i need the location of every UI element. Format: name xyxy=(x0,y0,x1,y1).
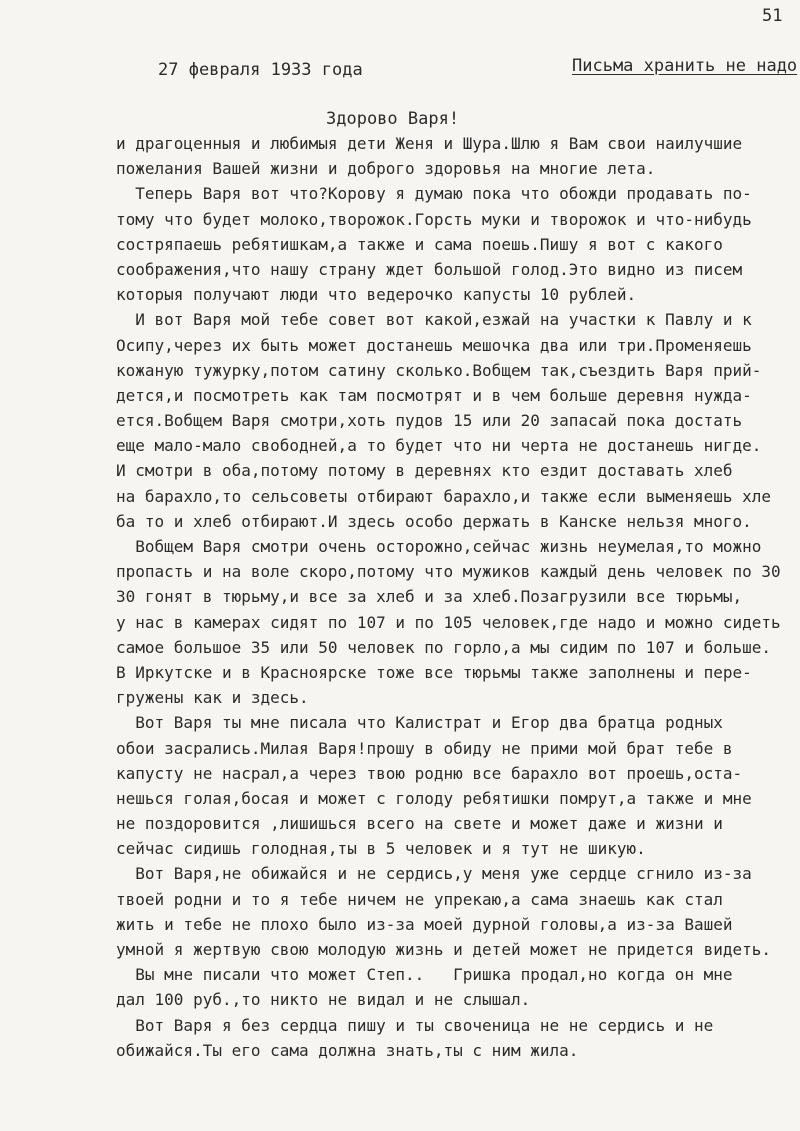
text-line: Вот Варя,не обижайся и не сердись,у меня уже сердце сгнило из-за xyxy=(116,864,752,884)
text-line: твоей родни и то я тебе ничем не упрекаю,а сама знаешь как стал xyxy=(116,889,723,909)
text-line: Вот Варя я без сердца пишу и ты своченица не не сердись и не xyxy=(116,1015,714,1035)
text-line: обои засрались.Милая Варя!прошу в обиду не прими мой брат тебе в xyxy=(116,738,733,758)
text-line: И вот Варя мой тебе совет вот какой,езжай на участки к Павлу и к xyxy=(116,310,752,330)
text-line: на барахло,то сельсоветы отбирают барахло,и также если выменяешь хле xyxy=(116,486,772,506)
text-line: Вот Варя ты мне писала что Калистрат и Егор два братца родных xyxy=(116,713,723,733)
text-line: умной я жертвую свою молодую жизнь и детей может не придется видеть. xyxy=(116,940,772,959)
text-line: В Иркутске и в Красноярске тоже все тюрьмы также заполнены и пере- xyxy=(116,662,752,682)
text-line: и драгоценныя и любимыя дети Женя и Шура.Шлю я Вам свои наилучшие xyxy=(116,134,743,153)
text-line: 30 гонят в тюрьму,и все за хлеб и за хлеб.Позагрузили все тюрьмы, xyxy=(116,587,743,607)
text-line: у нас в камерах сидят по 107 и по 105 человек,где надо и можно сидеть xyxy=(116,612,781,632)
greeting: Здорово Варя! xyxy=(326,109,460,129)
text-line: пропасть и на воле скоро,потому что мужиков каждый день человек по 30 xyxy=(116,562,781,582)
text-line: И смотри в оба,потому потому в деревнях кто ездит доставать хлеб xyxy=(116,461,733,481)
text-line: еще мало-мало свободней,а то будет что ни черта не достанешь нигде. xyxy=(116,436,762,456)
letter-body xyxy=(116,131,800,1063)
page-number: 51 xyxy=(762,6,783,26)
text-line: не поздоровится ,лишишься всего на свете и может даже и жизни и xyxy=(116,814,723,834)
text-line: гружены как и здесь. xyxy=(116,688,309,708)
text-line: обижайся.Ты его сама должна знать,ты с ним жила. xyxy=(116,1040,579,1060)
header-note: Письма хранить не надо xyxy=(572,56,798,76)
text-line: Теперь Варя вот что?Корову я думаю пока что обожди продавать по- xyxy=(116,184,752,204)
text-line: сейчас сидишь голодная,ты в 5 человек и я тут не шикую. xyxy=(116,839,646,859)
text-line: тому что будет молоко,творожок.Горсть муки и творожок и что-нибудь xyxy=(116,209,752,229)
text-line: Вы мне писали что может Степ.. Гришка продал,но когда он мне xyxy=(116,965,733,985)
letter-date: 27 февраля 1933 года xyxy=(158,60,363,80)
text-line: дал 100 руб.,то никто не видал и не слышал. xyxy=(116,990,531,1010)
text-line: Осипу,через их быть может достанешь мешочка два или три.Променяешь xyxy=(116,335,752,355)
text-line: ба то и хлеб отбирают.И здесь особо держать в Канске нельзя много. xyxy=(116,511,752,531)
text-line: Вобщем Варя смотри очень осторожно,сейчас жизнь неумелая,то можно xyxy=(116,537,762,556)
text-line: ется.Вобщем Варя смотри,хоть пудов 15 или 20 запасай пока достать xyxy=(116,411,743,431)
text-line: соображения,что нашу страну ждет большой голод.Это видно из писем xyxy=(116,259,743,279)
text-line: самое большое 35 или 50 человек по горло,а мы сидим по 107 и больше. xyxy=(116,637,772,657)
text-line: нешься голая,босая и может с голоду ребятишки помрут,а также и мне xyxy=(116,788,752,808)
text-line: дется,и посмотреть как там посмотрят и в чем больше деревня нужда- xyxy=(116,385,752,405)
text-line: жить и тебе не плохо было из-за моей дурной головы,а из-за Вашей xyxy=(116,914,733,934)
text-line: пожелания Вашей жизни и доброго здоровья на многие лета. xyxy=(116,159,656,179)
text-line: капусту не насрал,а через твою родню все барахло вот проешь,оста- xyxy=(116,763,743,783)
text-line: которыя получают люди что ведерочко капусты 10 рублей. xyxy=(116,285,637,305)
text-line: состряпаешь ребятишкам,а также и сама поешь.Пишу я вот с какого xyxy=(116,234,723,254)
text-line: кожаную тужурку,потом сатину сколько.Вобщем так,съездить Варя прий- xyxy=(116,360,762,380)
